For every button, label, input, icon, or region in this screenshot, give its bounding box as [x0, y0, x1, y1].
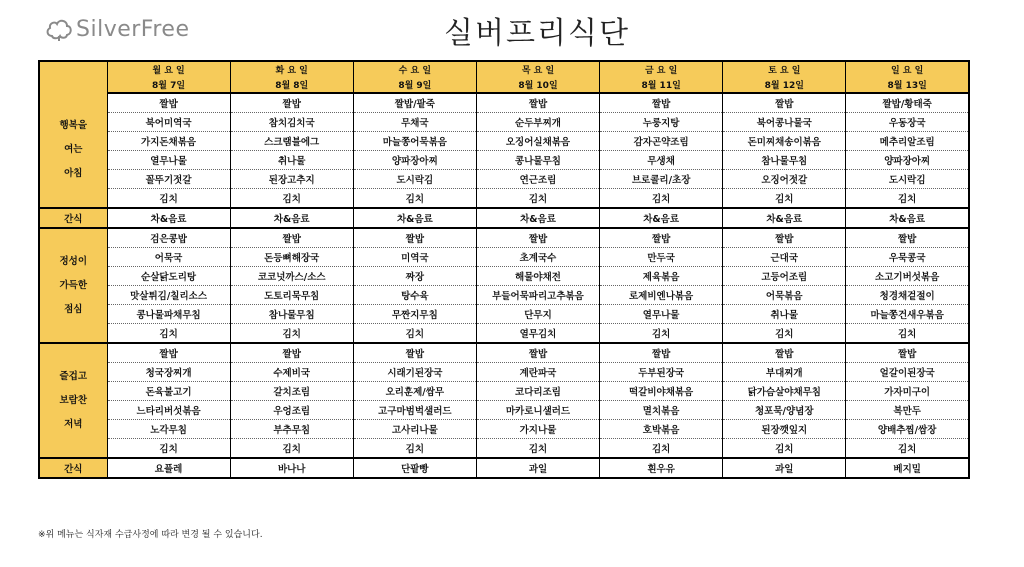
snack1-row: [39, 208, 969, 228]
menu-item: 김치: [723, 189, 846, 209]
menu-item: 감자곤약조림: [600, 132, 723, 151]
dinner-row: [39, 382, 969, 401]
day-date: 8월 13일: [846, 77, 969, 93]
snack-item: 차&음료: [107, 208, 230, 228]
menu-item: 우동장국: [846, 113, 969, 132]
menu-item: 단무지: [476, 305, 599, 324]
menu-table: [38, 60, 970, 479]
menu-item: 시래기된장국: [353, 363, 476, 382]
snack-label: 간식: [39, 458, 107, 478]
dinner-row: [39, 343, 969, 363]
corner-cell: [39, 61, 107, 93]
menu-item: 김치: [230, 324, 353, 344]
dinner-row: [39, 420, 969, 439]
menu-item: 제육볶음: [600, 267, 723, 286]
menu-item: 양배추찜/쌈장: [846, 420, 969, 439]
breakfast-row: [39, 113, 969, 132]
menu-item: 브로콜리/초장: [600, 170, 723, 189]
day-date: 8월 10일: [476, 77, 599, 93]
menu-item: 탕수육: [353, 286, 476, 305]
lunch-row: [39, 248, 969, 267]
menu-item: 돈등뼈해장국: [230, 248, 353, 267]
menu-item: 짤밥/황태죽: [846, 93, 969, 113]
menu-item: 김치: [846, 324, 969, 344]
menu-item: 짤밥: [107, 93, 230, 113]
menu-item: 김치: [353, 324, 476, 344]
menu-item: 짤밥: [600, 228, 723, 248]
menu-item: 도시락김: [353, 170, 476, 189]
breakfast-label-line: 행복을: [59, 120, 88, 131]
menu-item: 오징어젓갈: [723, 170, 846, 189]
day-date: 8월 12일: [723, 77, 846, 93]
day-name: 토 요 일: [723, 61, 846, 77]
snack-item: 요플레: [107, 458, 230, 478]
menu-item: 김치: [353, 439, 476, 459]
menu-item: 콩나물무침: [476, 151, 599, 170]
menu-item: 짤밥: [846, 343, 969, 363]
menu-item: 열무나물: [107, 151, 230, 170]
dinner-row: [39, 363, 969, 382]
menu-item: 순두부찌개: [476, 113, 599, 132]
snack-item: 차&음료: [476, 208, 599, 228]
menu-item: 짤밥: [846, 228, 969, 248]
menu-item: 취나물: [723, 305, 846, 324]
dinner-label-line: 즐겁고: [59, 370, 88, 382]
menu-item: 콩나물파채무침: [107, 305, 230, 324]
menu-item: 가지나물: [476, 420, 599, 439]
snack-item: 차&음료: [723, 208, 846, 228]
menu-item: 해물야채전: [476, 267, 599, 286]
menu-item: 계란파국: [476, 363, 599, 382]
lunch-row: [39, 305, 969, 324]
menu-item: 북어콩나물국: [723, 113, 846, 132]
dinner-label: [39, 343, 107, 458]
menu-item: 청포묵/양념장: [723, 401, 846, 420]
breakfast-label-line: 여는: [64, 144, 83, 155]
day-name: 수 요 일: [353, 61, 476, 77]
menu-item: 김치: [600, 189, 723, 209]
menu-item: 돈미찌채송이볶음: [723, 132, 846, 151]
lunch-row: [39, 286, 969, 305]
menu-item: 누룽지탕: [600, 113, 723, 132]
menu-item: 검은콩밥: [107, 228, 230, 248]
snack-item: 차&음료: [353, 208, 476, 228]
menu-item: 김치: [476, 189, 599, 209]
snack-item: 차&음료: [600, 208, 723, 228]
menu-item: 갈치조림: [230, 382, 353, 401]
breakfast-row: [39, 93, 969, 113]
menu-item: 마카로니샐러드: [476, 401, 599, 420]
menu-item: 짤밥: [353, 228, 476, 248]
menu-item: 짤밥: [230, 343, 353, 363]
snack-item: 흰우유: [600, 458, 723, 478]
menu-item: 우엉조림: [230, 401, 353, 420]
menu-item: 메추리알조림: [846, 132, 969, 151]
menu-item: 취나물: [230, 151, 353, 170]
menu-item: 짤밥: [600, 343, 723, 363]
menu-item: 맛살튀김/칠리소스: [107, 286, 230, 305]
menu-item: 짤밥: [476, 93, 599, 113]
menu-item: 짤밥: [476, 343, 599, 363]
menu-item: 김치: [846, 439, 969, 459]
lunch-label-line: 가득한: [59, 279, 88, 291]
lunch-row: [39, 267, 969, 286]
menu-item: 소고기버섯볶음: [846, 267, 969, 286]
breakfast-row: [39, 189, 969, 209]
menu-item: 청경채겉절이: [846, 286, 969, 305]
menu-item: 짤밥: [230, 93, 353, 113]
day-name: 목 요 일: [476, 61, 599, 77]
menu-item: 부들어묵파리고추볶음: [476, 286, 599, 305]
menu-item: 코코넛까스/소스: [230, 267, 353, 286]
snack-item: 단팥빵: [353, 458, 476, 478]
lunch-label-line: 점심: [64, 303, 83, 315]
menu-item: 어묵볶음: [723, 286, 846, 305]
logo-text: SilverFree: [76, 16, 190, 42]
snack-item: 차&음료: [230, 208, 353, 228]
day-name: 월 요 일: [107, 61, 230, 77]
menu-item: 도시락김: [846, 170, 969, 189]
snack-label: 간식: [39, 208, 107, 228]
menu-item: 마늘쫑건새우볶음: [846, 305, 969, 324]
menu-item: 닭가슴살야채무침: [723, 382, 846, 401]
menu-item: 김치: [600, 324, 723, 344]
menu-item: 김치: [723, 324, 846, 344]
menu-item: 된장깻잎지: [723, 420, 846, 439]
menu-item: 짤밥: [600, 93, 723, 113]
menu-item: 청국장찌개: [107, 363, 230, 382]
menu-item: 짤밥: [476, 228, 599, 248]
menu-item: 짤밥: [107, 343, 230, 363]
menu-item: 느타리버섯볶음: [107, 401, 230, 420]
snack-item: 바나나: [230, 458, 353, 478]
menu-item: 짤밥/팥죽: [353, 93, 476, 113]
menu-item: 부추무침: [230, 420, 353, 439]
snack-item: 차&음료: [846, 208, 969, 228]
menu-item: 초계국수: [476, 248, 599, 267]
day-name: 금 요 일: [600, 61, 723, 77]
menu-item: 무생채: [600, 151, 723, 170]
menu-item: 돈육불고기: [107, 382, 230, 401]
day-date: 8월 8일: [230, 77, 353, 93]
dinner-row: [39, 401, 969, 420]
page-title: 실버프리식단: [444, 16, 630, 51]
menu-item: 멸치볶음: [600, 401, 723, 420]
menu-item: 무짠지무침: [353, 305, 476, 324]
menu-item: 연근조림: [476, 170, 599, 189]
menu-item: 북어미역국: [107, 113, 230, 132]
menu-item: 떡갈비야채볶음: [600, 382, 723, 401]
snack2-row: [39, 458, 969, 478]
menu-item: 호박볶음: [600, 420, 723, 439]
menu-item: 노각무침: [107, 420, 230, 439]
menu-item: 근대국: [723, 248, 846, 267]
snack-item: 베지밀: [846, 458, 969, 478]
menu-item: 김치: [723, 439, 846, 459]
menu-item: 짤밥: [723, 228, 846, 248]
menu-item: 오리훈제/쌈무: [353, 382, 476, 401]
day-header-row: [39, 61, 969, 77]
day-date: 8월 9일: [353, 77, 476, 93]
menu-item: 고구마범벅샐러드: [353, 401, 476, 420]
menu-item: 복만두: [846, 401, 969, 420]
day-name: 일 요 일: [846, 61, 969, 77]
breakfast-row: [39, 151, 969, 170]
menu-item: 짤밥: [723, 343, 846, 363]
day-name: 화 요 일: [230, 61, 353, 77]
menu-item: 도토리묵무침: [230, 286, 353, 305]
menu-item: 마늘쫑어묵볶음: [353, 132, 476, 151]
menu-item: 무채국: [353, 113, 476, 132]
menu-item: 김치: [230, 189, 353, 209]
lunch-row: [39, 228, 969, 248]
menu-item: 얼갈이된장국: [846, 363, 969, 382]
menu-item: 우묵콩국: [846, 248, 969, 267]
footer-note: ※위 메뉴는 식자재 수급사정에 따라 변경 될 수 있습니다.: [38, 530, 263, 540]
menu-item: 참나물무침: [723, 151, 846, 170]
menu-item: 참치김치국: [230, 113, 353, 132]
menu-item: 코다리조림: [476, 382, 599, 401]
menu-item: 열무김치: [476, 324, 599, 344]
menu-item: 어묵국: [107, 248, 230, 267]
snack-item: 과일: [476, 458, 599, 478]
menu-item: 고등어조림: [723, 267, 846, 286]
menu-item: 오징어실채볶음: [476, 132, 599, 151]
menu-item: 열무나물: [600, 305, 723, 324]
menu-item: 가자미구이: [846, 382, 969, 401]
menu-item: 김치: [846, 189, 969, 209]
breakfast-row: [39, 132, 969, 151]
menu-item: 짜장: [353, 267, 476, 286]
menu-item: 된장고추지: [230, 170, 353, 189]
menu-item: 부대찌개: [723, 363, 846, 382]
menu-item: 김치: [107, 439, 230, 459]
menu-item: 김치: [230, 439, 353, 459]
day-date: 8월 11일: [600, 77, 723, 93]
menu-item: 김치: [476, 439, 599, 459]
menu-item: 짤밥: [353, 343, 476, 363]
lunch-label: [39, 228, 107, 343]
menu-item: 가지돈채볶음: [107, 132, 230, 151]
breakfast-label: [39, 93, 107, 208]
dinner-label-line: 보람찬: [59, 394, 88, 406]
menu-item: 김치: [600, 439, 723, 459]
menu-item: 짤밥: [230, 228, 353, 248]
dinner-row: [39, 439, 969, 459]
menu-item: 짤밥: [723, 93, 846, 113]
day-date: 8월 7일: [107, 77, 230, 93]
breakfast-label-line: 아침: [64, 168, 83, 179]
menu-item: 두부된장국: [600, 363, 723, 382]
snack-item: 과일: [723, 458, 846, 478]
lunch-row: [39, 324, 969, 344]
menu-item: 꼴뚜기젓갈: [107, 170, 230, 189]
menu-item: 순살닭도리탕: [107, 267, 230, 286]
menu-item: 만두국: [600, 248, 723, 267]
menu-item: 참나물무침: [230, 305, 353, 324]
menu-item: 김치: [107, 189, 230, 209]
dinner-label-line: 저녁: [64, 418, 83, 430]
menu-item: 김치: [353, 189, 476, 209]
menu-item: 양파장아찌: [353, 151, 476, 170]
lunch-label-line: 정성이: [59, 255, 88, 267]
menu-item: 김치: [107, 324, 230, 344]
breakfast-row: [39, 170, 969, 189]
menu-item: 고사리나물: [353, 420, 476, 439]
menu-item: 수제비국: [230, 363, 353, 382]
menu-item: 스크램블에그: [230, 132, 353, 151]
menu-item: 양파장아찌: [846, 151, 969, 170]
menu-item: 로제비엔나볶음: [600, 286, 723, 305]
date-header-row: [39, 77, 969, 93]
menu-item: 미역국: [353, 248, 476, 267]
